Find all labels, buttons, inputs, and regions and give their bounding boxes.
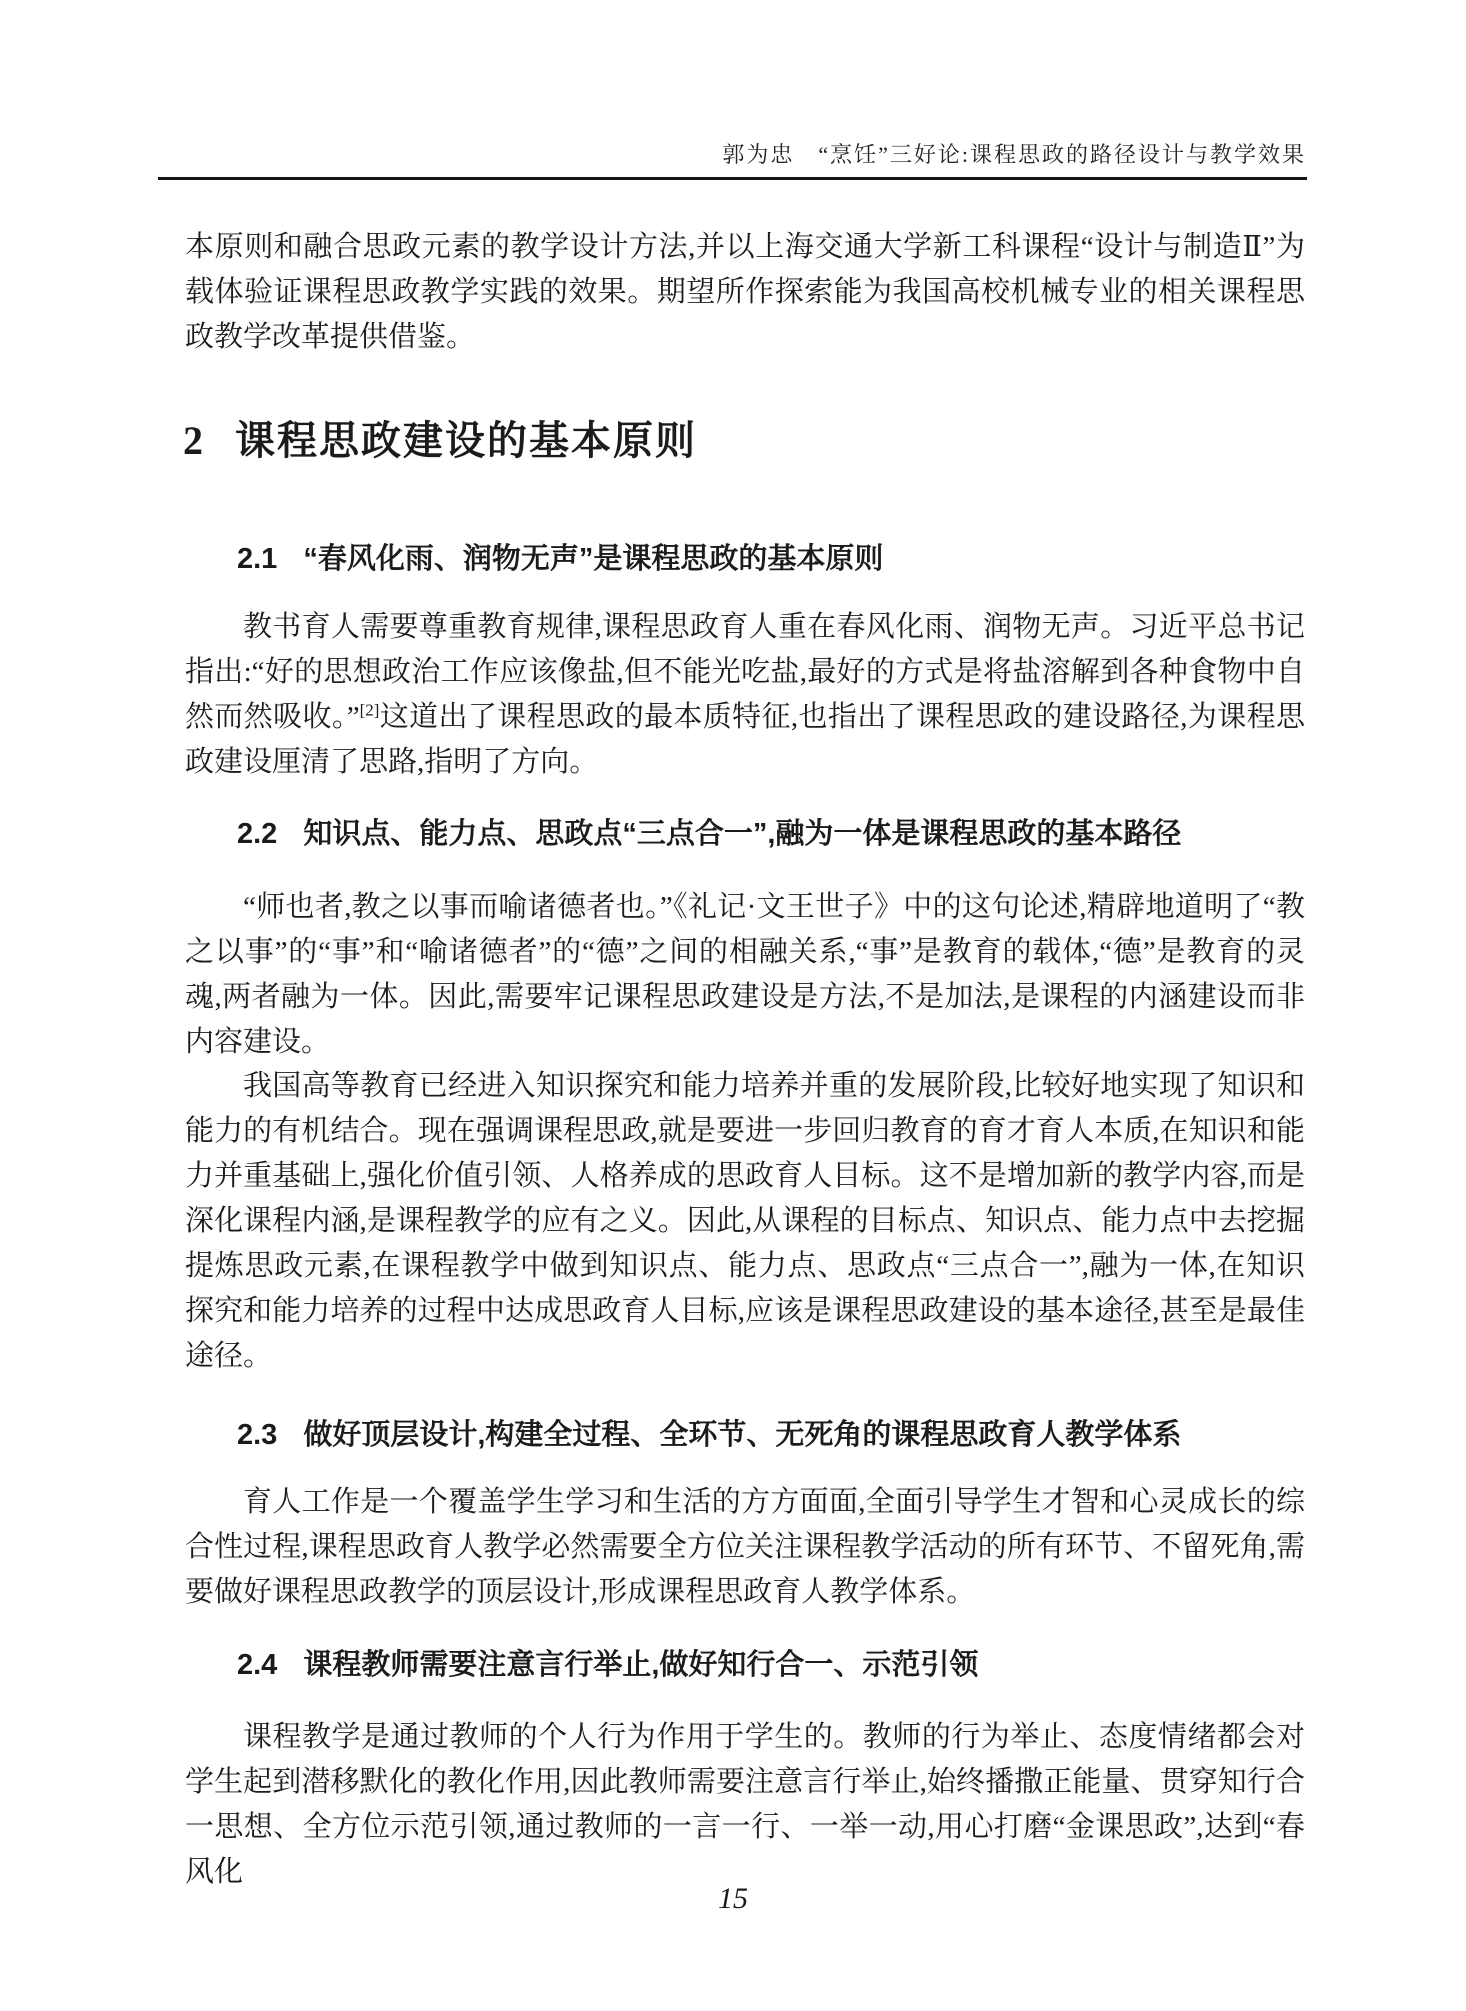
subsection-number: 2.4 (237, 1649, 278, 1681)
subsection-number: 2.3 (237, 1419, 278, 1451)
paragraph-2-3: 育人工作是一个覆盖学生学习和生活的方方面面,全面引导学生才智和心灵成长的综合性过程,课程思政育人教学必然需要全方位关注课程教学活动的所有环节、不留死角,需要做好课程思政教学的顶层设计,形成课程思政育人教学体系。 (185, 1486, 1305, 1608)
section-title: 课程思政建设的基本原则 (235, 418, 697, 463)
subsection-heading-2-1 (237, 536, 883, 577)
paragraph-2-2-second: 我国高等教育已经进入知识探究和能力培养并重的发展阶段,比较好地实现了知识和能力的有机结合。现在强调课程思政,就是要进一步回归教育的育才育人本质,在知识和能力并重基础上,强化价值引领、人格养成的思政育人目标。这不是增加新的教学内容,而是深化课程内涵,是课程教学的应有之义。因此,从课程的目标点、知识点、能力点中去挖掘提炼思政元素,在课程教学中做到知识点、能力点、思政点“三点合一”,融为一体,在知识探究和能力培养的过程中达成思政育人目标,应该是课程思政建设的基本途径,甚至是最佳途径。 (185, 1070, 1305, 1372)
page-number: 15 (718, 1882, 748, 1915)
section-number: 2 (183, 418, 203, 463)
subsection-title: 做好顶层设计,构建全过程、全环节、无死角的课程思政育人教学体系 (303, 1419, 1182, 1451)
subsection-title: 知识点、能力点、思政点“三点合一”,融为一体是课程思政的基本路径 (303, 818, 1182, 850)
subsection-heading-2-4 (237, 1642, 978, 1683)
subsection-number: 2.2 (237, 818, 278, 850)
subsection-title: 课程教师需要注意言行举止,做好知行合一、示范引领 (303, 1649, 979, 1681)
paragraph-2-1 (185, 605, 1305, 785)
paragraph-2-4: 课程教学是通过教师的个人行为作用于学生的。教师的行为举止、态度情绪都会对学生起到潜移默化的教化作用,因此教师需要注意言行举止,始终播撒正能量、贯穿知行合一思想、全方位示范引领,通过教师的一言一行、一举一动,用心打磨“金课思政”,达到“春风化 (185, 1721, 1305, 1888)
subsection-title: “春风化雨、润物无声”是课程思政的基本原则 (303, 543, 884, 575)
header-rule (158, 177, 1307, 180)
citation-reference-2: [2] (359, 700, 380, 720)
paragraph-2-1-text-after-ref: 这道出了课程思政的最本质特征,也指出了课程思政的建设路径,为课程思政建设厘清了思路,指明了方向。 (185, 701, 1305, 778)
paragraph-intro-continuation: 本原则和融合思政元素的教学设计方法,并以上海交通大学新工科课程“设计与制造Ⅱ”为载体验证课程思政教学实践的效果。期望所作探索能为我国高校机械专业的相关课程思政教学改革提供借鉴。 (185, 231, 1305, 353)
subsection-number: 2.1 (237, 543, 278, 575)
subsection-heading-2-3 (237, 1412, 1181, 1453)
section-heading-2 (183, 409, 697, 466)
subsection-heading-2-2 (237, 811, 1181, 852)
paragraph-2-1-text-before-ref: 教书育人需要尊重教育规律,课程思政育人重在春风化雨、润物无声。习近平总书记指出:“好的思想政治工作应该像盐,但不能光吃盐,最好的方式是将盐溶解到各种食物中自然而然吸收。” (185, 611, 1305, 733)
running-head-text: 郭为忠 “烹饪”三好论:课程思政的路径设计与教学效果 (722, 142, 1306, 167)
paragraph-2-2-first: “师也者,教之以事而喻诸德者也。”《礼记·文王世子》中的这句论述,精辟地道明了“教之以事”的“事”和“喻诸德者”的“德”之间的相融关系,“事”是教育的载体,“德”是教育的灵魂,两者融为一体。因此,需要牢记课程思政建设是方法,不是加法,是课程的内涵建设而非内容建设。 (185, 891, 1305, 1058)
running-head (158, 138, 1306, 169)
